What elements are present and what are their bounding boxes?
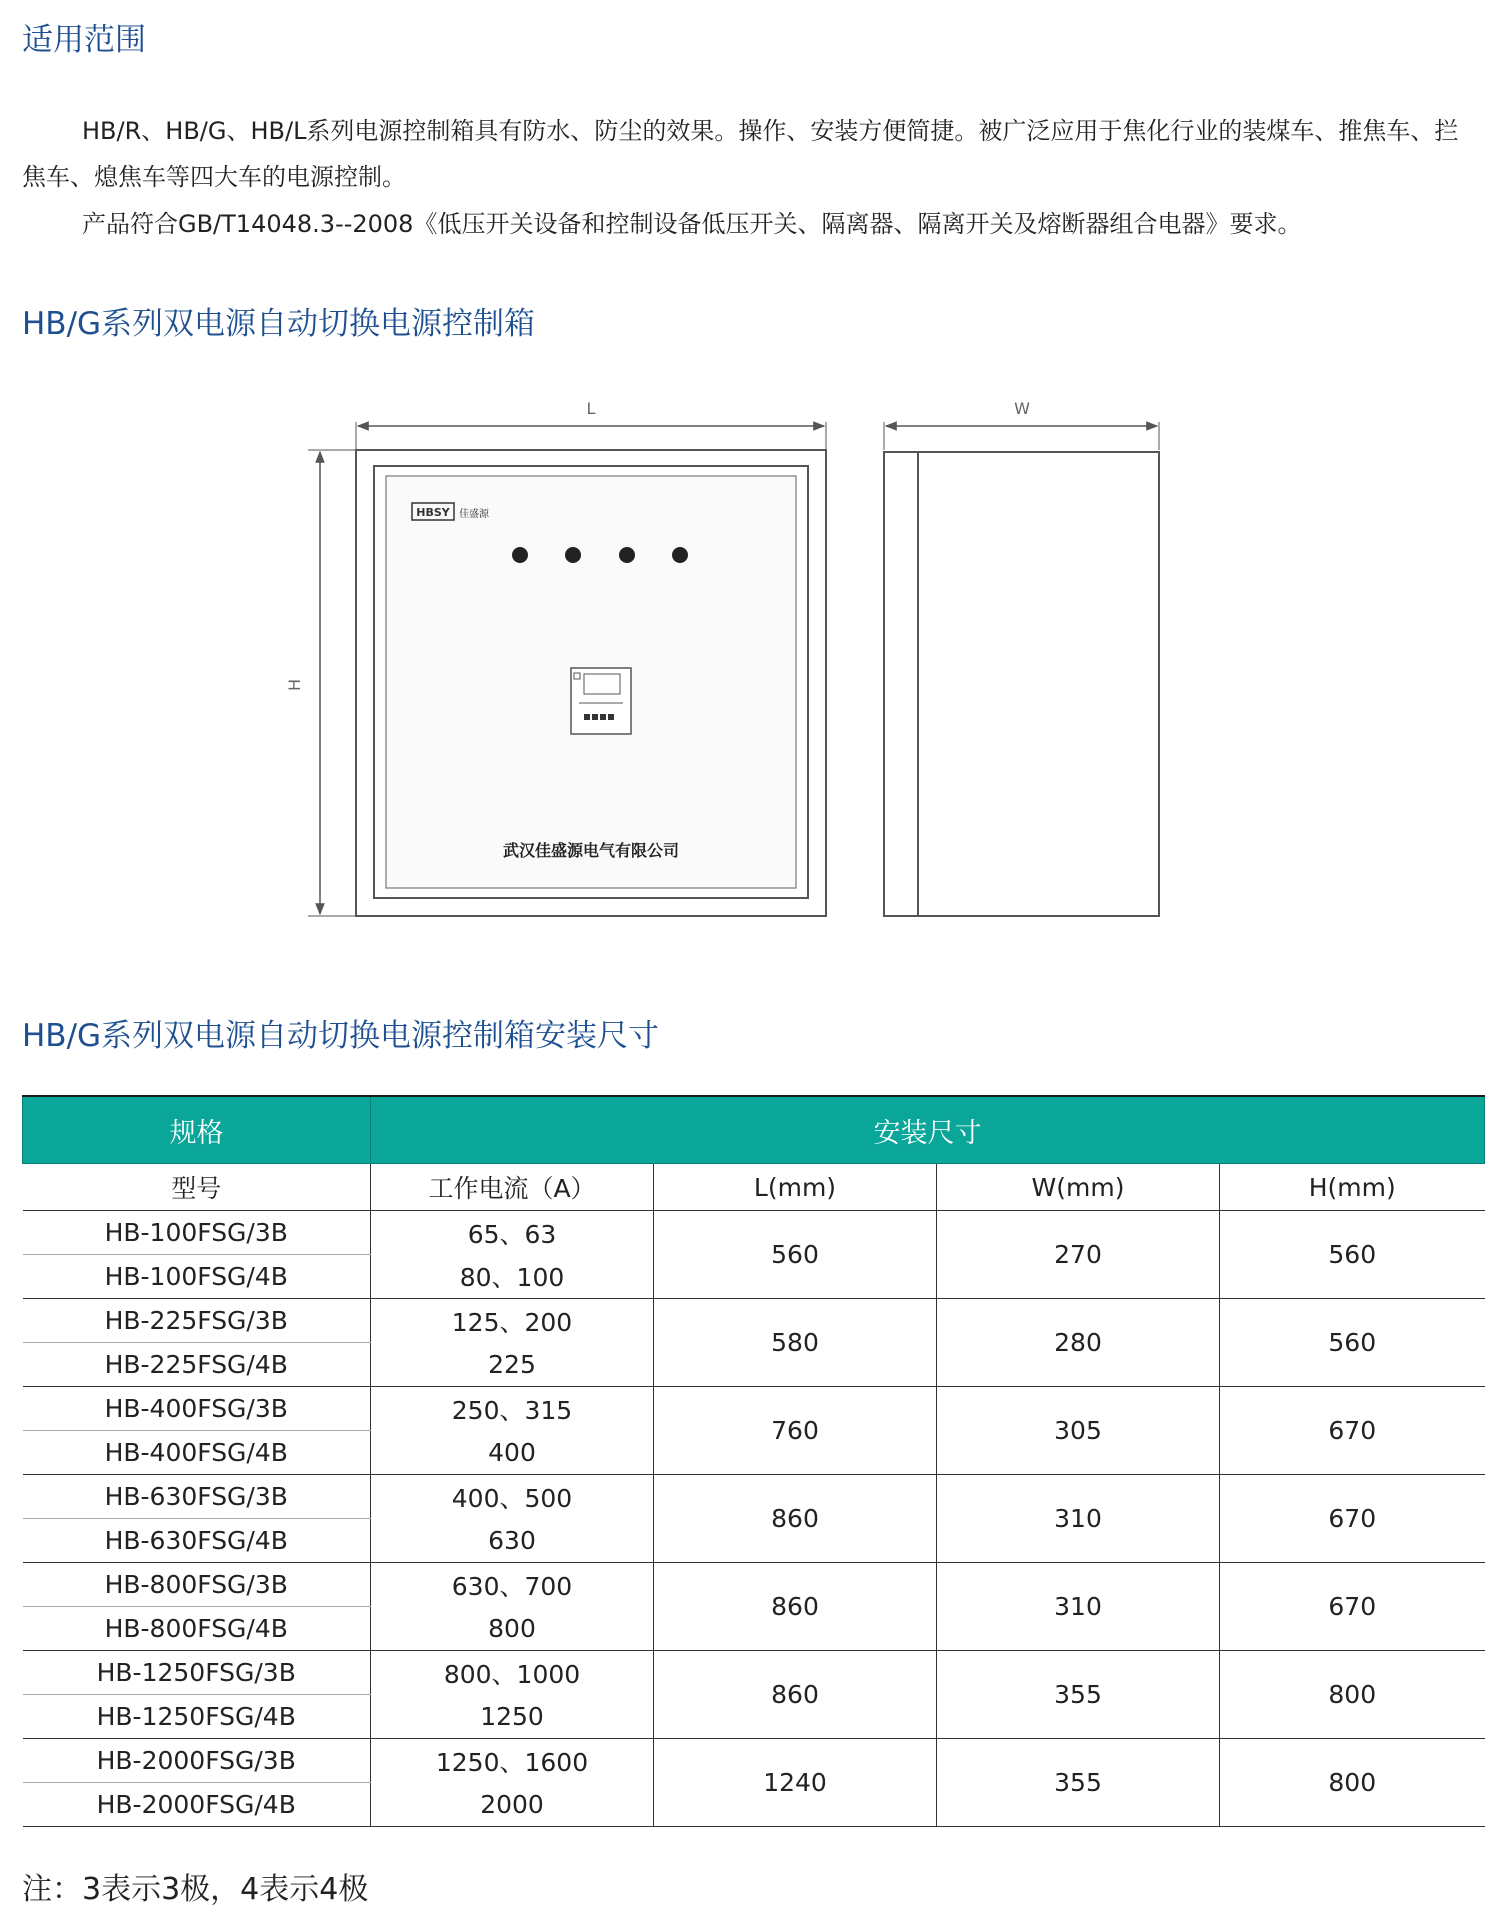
dimension-w [884,399,1159,450]
label-l: L [586,399,596,418]
model-cell: HB-225FSG/4B [23,1343,371,1387]
table-row [23,1739,1485,1783]
column-header-row [23,1164,1485,1211]
col-current: 工作电流（A） [371,1164,654,1211]
model-cell: HB-400FSG/4B [23,1431,371,1475]
h-cell: 560 [1220,1299,1485,1387]
company-name: 武汉佳盛源电气有限公司 [502,841,680,860]
dimension-l [356,399,826,450]
enclosure-front-view [356,450,826,916]
current-cell: 400 [371,1431,654,1475]
current-cell: 800 [371,1607,654,1651]
table-row [23,1475,1485,1519]
current-cell: 225 [371,1343,654,1387]
h-cell: 670 [1220,1387,1485,1475]
model-cell: HB-800FSG/3B [23,1563,371,1607]
header-spec: 规格 [23,1096,371,1164]
section-title-table: HB/G系列双电源自动切换电源控制箱安装尺寸 [22,1018,660,1054]
section-title-scope: 适用范围 [22,22,146,58]
label-w: W [1014,399,1030,418]
current-cell: 400、500 [371,1475,654,1519]
h-cell: 560 [1220,1211,1485,1299]
model-cell: HB-2000FSG/4B [23,1783,371,1827]
table-row [23,1211,1485,1255]
w-cell: 310 [937,1475,1220,1563]
current-cell: 80、100 [371,1255,654,1299]
h-cell: 800 [1220,1739,1485,1827]
current-cell: 630 [371,1519,654,1563]
installation-dimensions-table [22,1095,1485,1827]
model-cell: HB-225FSG/3B [23,1299,371,1343]
indicator-light-icon [672,547,688,563]
l-cell: 760 [654,1387,937,1475]
col-model: 型号 [23,1164,371,1211]
current-cell: 125、200 [371,1299,654,1343]
model-cell: HB-100FSG/4B [23,1255,371,1299]
h-cell: 670 [1220,1475,1485,1563]
note: 注：3表示3极，4表示4极 [22,1872,369,1907]
l-cell: 860 [654,1651,937,1739]
col-l: L(mm) [654,1164,937,1211]
logo-text: HBSY [416,506,450,519]
current-cell: 65、63 [371,1211,654,1255]
w-cell: 310 [937,1563,1220,1651]
scope-paragraph-1: HB/R、HB/G、HB/L系列电源控制箱具有防水、防尘的效果。操作、安装方便简捷。被广泛应用于焦化行业的装煤车、推焦车、拦焦车、熄焦车等四大车的电源控制。 [22,117,1459,191]
l-cell: 860 [654,1475,937,1563]
model-cell: HB-1250FSG/3B [23,1651,371,1695]
section-title-drawing: HB/G系列双电源自动切换电源控制箱 [22,306,536,342]
col-h: H(mm) [1220,1164,1485,1211]
l-cell: 860 [654,1563,937,1651]
col-w: W(mm) [937,1164,1220,1211]
h-cell: 670 [1220,1563,1485,1651]
w-cell: 270 [937,1211,1220,1299]
table-row [23,1563,1485,1607]
h-cell: 800 [1220,1651,1485,1739]
indicator-light-icon [565,547,581,563]
current-cell: 1250 [371,1695,654,1739]
table-row [23,1299,1485,1343]
model-cell: HB-100FSG/3B [23,1211,371,1255]
w-cell: 355 [937,1651,1220,1739]
current-cell: 250、315 [371,1387,654,1431]
model-cell: HB-630FSG/4B [23,1519,371,1563]
model-cell: HB-1250FSG/4B [23,1695,371,1739]
current-cell: 630、700 [371,1563,654,1607]
model-cell: HB-630FSG/3B [23,1475,371,1519]
dimension-h [285,450,356,916]
label-h: H [285,678,304,692]
w-cell: 305 [937,1387,1220,1475]
indicator-light-icon [619,547,635,563]
l-cell: 1240 [654,1739,937,1827]
enclosure-drawing [0,370,1500,940]
w-cell: 280 [937,1299,1220,1387]
header-install-size: 安装尺寸 [371,1096,1485,1164]
model-cell: HB-800FSG/4B [23,1607,371,1651]
w-cell: 355 [937,1739,1220,1827]
indicator-light-icon [512,547,528,563]
scope-paragraph-2: 产品符合GB/T14048.3--2008《低压开关设备和控制设备低压开关、隔离器、隔离开关及熔断器组合电器》要求。 [82,210,1302,238]
current-cell: 1250、1600 [371,1739,654,1783]
model-cell: HB-400FSG/3B [23,1387,371,1431]
l-cell: 580 [654,1299,937,1387]
ats-controller-icon [571,668,631,734]
current-cell: 800、1000 [371,1651,654,1695]
current-cell: 2000 [371,1783,654,1827]
table-row [23,1651,1485,1695]
logo-sub: 佳盛源 [459,509,489,520]
enclosure-side-view [884,452,1159,916]
table-row [23,1387,1485,1431]
model-cell: HB-2000FSG/3B [23,1739,371,1783]
l-cell: 560 [654,1211,937,1299]
